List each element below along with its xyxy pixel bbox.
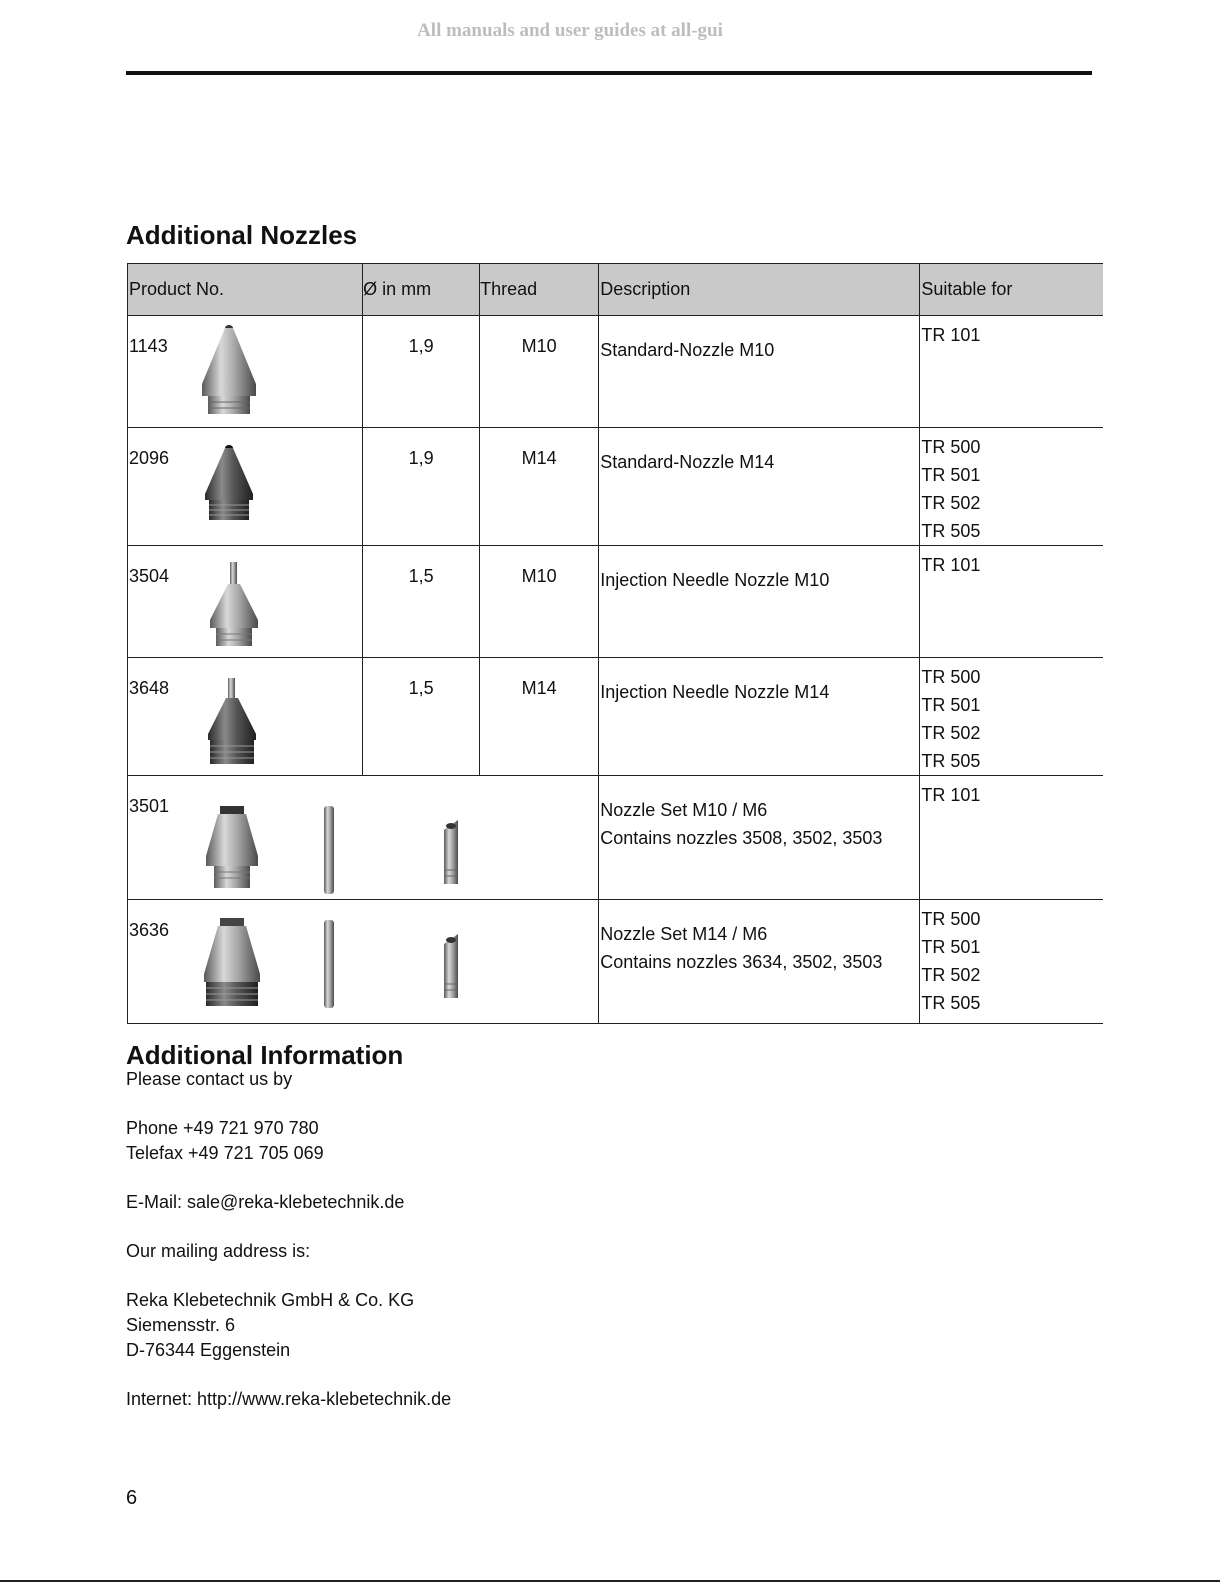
- suitable-model: TR 101: [921, 785, 981, 805]
- nozzles-table: [127, 263, 1103, 1024]
- description-line: Contains nozzles 3508, 3502, 3503: [600, 828, 883, 848]
- product-number: 1143: [129, 336, 168, 356]
- injection-needle-nozzle-m10-image: [206, 562, 262, 650]
- description-line: Standard-Nozzle M10: [600, 340, 775, 360]
- table-header-row: [128, 264, 1104, 316]
- header-product: Product No.: [128, 264, 363, 316]
- suitable-model: TR 500: [921, 437, 981, 457]
- diameter-value: 1,9: [408, 336, 434, 356]
- description-line: Injection Needle Nozzle M10: [600, 570, 830, 590]
- description-line: Nozzle Set M14 / M6: [600, 924, 768, 944]
- company-name: Reka Klebetechnik GmbH & Co. KG: [126, 1290, 415, 1311]
- city-address: D-76344 Eggenstein: [126, 1339, 291, 1360]
- section-title-info: Additional Information: [126, 1040, 404, 1070]
- injection-needle-nozzle-m14-image: [204, 678, 260, 766]
- suitable-model: TR 505: [921, 751, 981, 771]
- suitable-model: TR 501: [921, 465, 981, 485]
- email-address: E-Mail: sale@reka-klebetechnik.de: [126, 1191, 405, 1212]
- description-line: Nozzle Set M10 / M6: [600, 800, 768, 820]
- thread-value: M10: [521, 336, 557, 356]
- product-number: 3648: [129, 678, 170, 698]
- section-title-nozzles: Additional Nozzles: [126, 220, 358, 250]
- suitable-model: TR 501: [921, 937, 981, 957]
- suitable-model: TR 505: [921, 521, 981, 541]
- nozzle-tube-image: [322, 806, 336, 896]
- nozzle-set-m10-base-image: [202, 806, 262, 892]
- header-diameter: Ø in mm: [363, 264, 480, 316]
- nozzle-tube-image: [322, 920, 336, 1010]
- header-suitable: Suitable for: [920, 264, 1103, 316]
- suitable-model: TR 501: [921, 695, 981, 715]
- product-number: 3636: [129, 920, 170, 940]
- suitable-model: TR 500: [921, 667, 981, 687]
- product-number: 3501: [129, 796, 170, 816]
- suitable-model: TR 502: [921, 965, 981, 985]
- thread-value: M14: [521, 448, 557, 468]
- contact-info: [126, 1067, 451, 1411]
- fax-number: Telefax +49 721 705 069: [126, 1142, 324, 1163]
- suitable-model: TR 505: [921, 993, 981, 1013]
- header-description: Description: [599, 264, 920, 316]
- suitable-model: TR 101: [921, 325, 981, 345]
- description-line: Standard-Nozzle M14: [600, 452, 775, 472]
- phone-number: Phone +49 721 970 780: [126, 1118, 319, 1139]
- mailing-label: Our mailing address is:: [126, 1241, 311, 1262]
- product-number: 3504: [129, 566, 170, 586]
- suitable-model: TR 502: [921, 723, 981, 743]
- suitable-model: TR 101: [921, 555, 981, 575]
- thread-value: M14: [521, 678, 557, 698]
- website-url: Internet: http://www.reka-klebetechnik.de: [126, 1388, 452, 1409]
- table-row: [128, 658, 1104, 776]
- header-thread: Thread: [480, 264, 599, 316]
- table-row: [128, 900, 1104, 1024]
- nozzle-set-m14-base-image: [200, 918, 264, 1010]
- table-row: [128, 776, 1104, 900]
- description-line: Contains nozzles 3634, 3502, 3503: [600, 952, 883, 972]
- diameter-value: 1,5: [408, 678, 434, 698]
- table-row: [128, 428, 1104, 546]
- product-number: 2096: [129, 448, 170, 468]
- suitable-model: TR 502: [921, 493, 981, 513]
- table-row: [128, 546, 1104, 658]
- diameter-value: 1,5: [408, 566, 434, 586]
- angled-tip-image: [442, 820, 460, 890]
- header-rule: [126, 71, 1092, 75]
- suitable-model: TR 500: [921, 909, 981, 929]
- description-line: Injection Needle Nozzle M14: [600, 682, 830, 702]
- thread-value: M10: [521, 566, 557, 586]
- standard-nozzle-m14-image: [201, 444, 257, 524]
- diameter-value: 1,9: [408, 448, 434, 468]
- contact-intro: Please contact us by: [126, 1069, 293, 1089]
- angled-tip-image: [442, 934, 460, 1004]
- standard-nozzle-m10-image: [196, 322, 262, 418]
- footer-rule: [0, 1580, 1220, 1582]
- page-number: 6: [126, 1487, 138, 1509]
- watermark: All manuals and user guides at all-gui: [417, 20, 723, 41]
- table-row: [128, 316, 1104, 428]
- street-address: Siemensstr. 6: [126, 1314, 236, 1335]
